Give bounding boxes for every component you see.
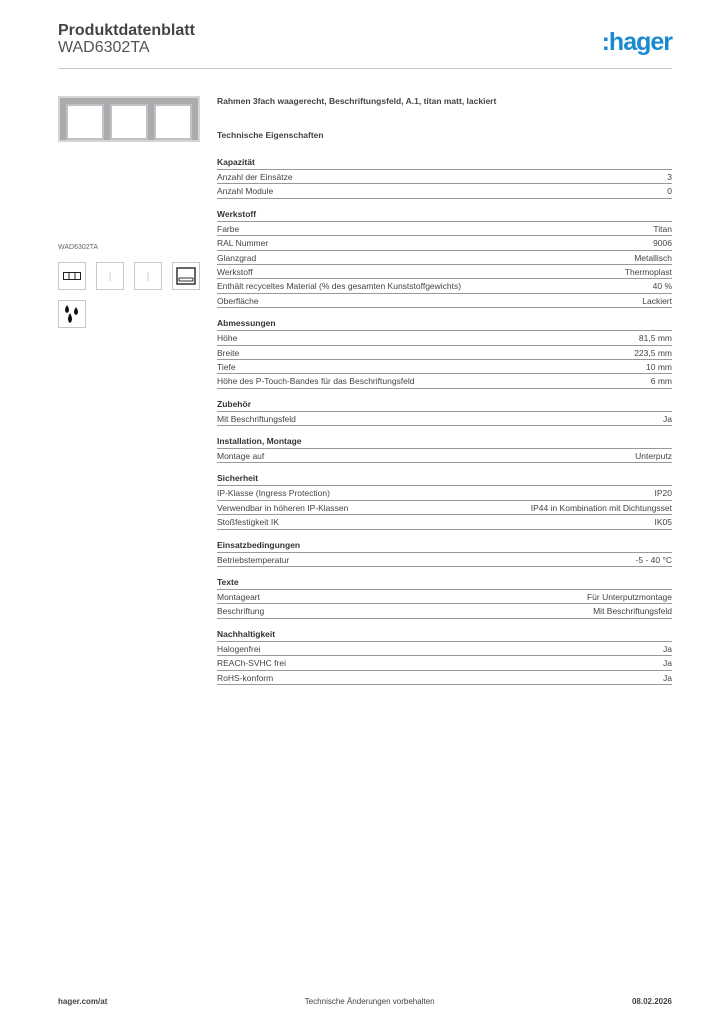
spec-value: IP44 in Kombination mit Dichtungsset	[530, 502, 672, 513]
spec-section	[217, 539, 672, 567]
spec-row	[217, 184, 672, 198]
label-field-icon	[172, 262, 200, 290]
spec-label: Beschriftung	[217, 606, 265, 617]
hager-logo: :hager	[601, 28, 672, 56]
spec-label: Betriebstemperatur	[217, 554, 290, 565]
ip-drops-icon	[58, 300, 86, 328]
spec-label: Höhe des P-Touch-Bandes für das Beschriftungsfeld	[217, 376, 415, 387]
spec-value: -5 - 40 °C	[635, 554, 672, 565]
spec-label: Farbe	[217, 223, 240, 234]
spec-label: Stoßfestigkeit IK	[217, 517, 279, 528]
spec-label: Montage auf	[217, 451, 265, 462]
spec-section	[217, 208, 672, 308]
spec-row	[217, 360, 672, 374]
technical-heading: Technische Eigenschaften	[217, 130, 324, 140]
spec-row	[217, 331, 672, 345]
footer-date: 08.02.2026	[631, 997, 672, 1006]
footer-website[interactable]: hager.com/at	[58, 997, 108, 1006]
section-title: Einsatzbedingungen	[217, 539, 672, 553]
spec-label: Enthält recyceltes Material (% des gesamten Kunststoffgewichts)	[217, 281, 462, 292]
section-title: Kapazität	[217, 156, 672, 170]
spec-label: REACh-SVHC frei	[217, 658, 286, 669]
spec-row	[217, 656, 672, 670]
spec-label: Höhe	[217, 333, 238, 344]
spec-section	[217, 317, 672, 389]
spec-row	[217, 222, 672, 236]
single-module-icon: |	[96, 262, 124, 290]
spec-value: 9006	[653, 238, 672, 249]
section-title: Werkstoff	[217, 208, 672, 222]
spec-value: IP20	[654, 488, 672, 499]
spec-row	[217, 236, 672, 250]
spec-value: Thermoplast	[624, 266, 672, 277]
spec-value: Lackiert	[642, 295, 672, 306]
spec-label: RoHS-konform	[217, 672, 274, 683]
product-description: Rahmen 3fach waagerecht, Beschriftungsfeld, A.1, titan matt, lackiert	[217, 96, 497, 106]
section-title: Abmessungen	[217, 317, 672, 331]
spec-label: RAL Nummer	[217, 238, 269, 249]
section-title: Installation, Montage	[217, 435, 672, 449]
spec-section	[217, 472, 672, 529]
spec-row	[217, 412, 672, 426]
spec-section	[217, 576, 672, 619]
section-title: Zubehör	[217, 398, 672, 412]
spec-content	[217, 96, 672, 694]
frame-slot	[154, 104, 192, 140]
spec-row	[217, 590, 672, 604]
spec-value: 81,5 mm	[638, 333, 672, 344]
spec-section	[217, 435, 672, 463]
spec-section	[217, 156, 672, 199]
spec-label: Glanzgrad	[217, 252, 257, 263]
spec-value: Metallisch	[634, 252, 672, 263]
spec-label: Breite	[217, 347, 240, 358]
spec-label: IP-Klasse (Ingress Protection)	[217, 488, 330, 499]
spec-label: Montageart	[217, 592, 260, 603]
spec-row	[217, 170, 672, 184]
spec-label: Oberfläche	[217, 295, 259, 306]
spec-row	[217, 265, 672, 279]
section-title: Sicherheit	[217, 472, 672, 486]
spec-label: Halogenfrei	[217, 643, 261, 654]
spec-row	[217, 501, 672, 515]
spec-value: Ja	[663, 413, 672, 424]
section-title: Texte	[217, 576, 672, 590]
spec-label: Werkstoff	[217, 266, 253, 277]
spec-label: Mit Beschriftungsfeld	[217, 413, 296, 424]
spec-value: 223,5 mm	[634, 347, 672, 358]
spec-value: Für Unterputzmontage	[586, 592, 672, 603]
section-title: Nachhaltigkeit	[217, 628, 672, 642]
frame-slot	[110, 104, 148, 140]
spec-label: Tiefe	[217, 361, 236, 372]
spec-label: Verwendbar in höheren IP-Klassen	[217, 502, 349, 513]
spec-label: Anzahl der Einsätze	[217, 172, 293, 182]
spec-value: 6 mm	[650, 376, 672, 387]
spec-value: Ja	[663, 643, 672, 654]
frame-slot	[66, 104, 104, 140]
single-module-icon: |	[134, 262, 162, 290]
spec-row	[217, 515, 672, 529]
spec-row	[217, 251, 672, 265]
spec-value: 3	[667, 172, 672, 182]
spec-value: Titan	[653, 223, 672, 234]
three-gang-frame-icon	[58, 262, 86, 290]
spec-value: 0	[667, 186, 672, 197]
spec-value: IK05	[654, 517, 672, 528]
spec-row	[217, 279, 672, 293]
spec-label: Anzahl Module	[217, 186, 274, 197]
spec-section	[217, 628, 672, 685]
spec-row	[217, 449, 672, 463]
spec-value: Ja	[663, 658, 672, 669]
spec-section	[217, 398, 672, 426]
image-caption: WAD6302TA	[58, 244, 99, 251]
header-divider	[58, 68, 672, 69]
footer-note: Technische Änderungen vorbehalten	[304, 997, 435, 1006]
product-code: WAD6302TA	[58, 39, 150, 56]
spec-row	[217, 294, 672, 308]
spec-row	[217, 642, 672, 656]
spec-value: Unterputz	[635, 451, 672, 462]
page-title: Produktdatenblatt	[58, 22, 195, 39]
spec-row	[217, 374, 672, 388]
spec-row	[217, 553, 672, 567]
spec-row	[217, 486, 672, 500]
product-image	[58, 96, 200, 142]
spec-row	[217, 671, 672, 685]
spec-value: 10 mm	[646, 361, 672, 372]
spec-value: 40 %	[652, 281, 672, 292]
spec-value: Ja	[663, 672, 672, 683]
spec-row	[217, 346, 672, 360]
footer	[58, 997, 672, 1006]
spec-value: Mit Beschriftungsfeld	[593, 606, 672, 617]
spec-row	[217, 604, 672, 618]
